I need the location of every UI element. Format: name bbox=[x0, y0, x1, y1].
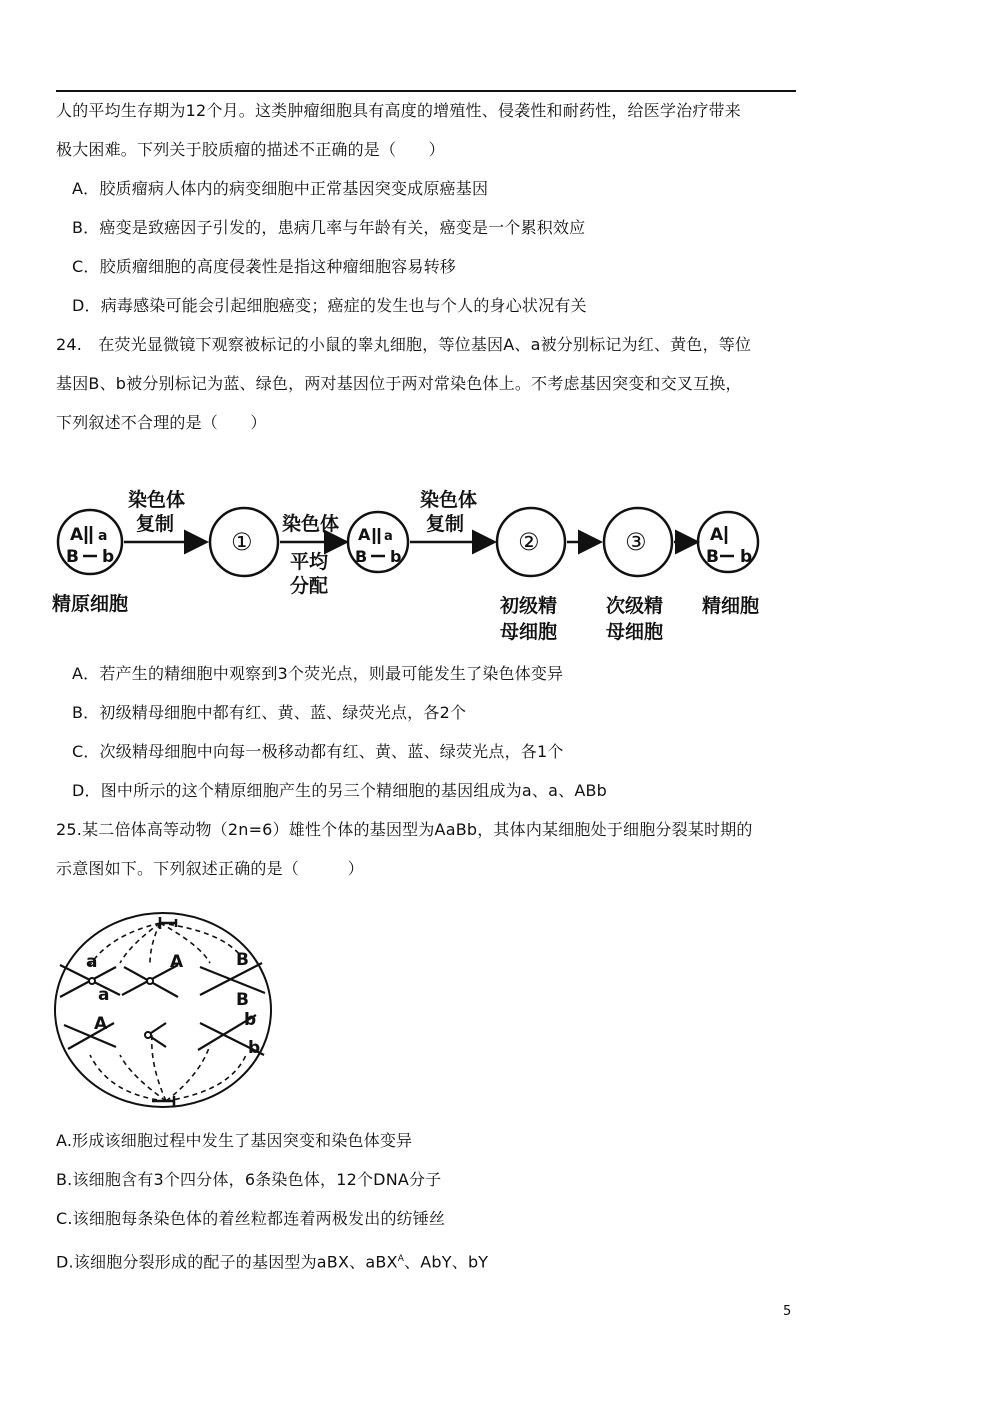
q23-option-a: A．胶质瘤病人体内的病变细胞中正常基因突变成原癌基因 bbox=[72, 179, 489, 198]
gene-label-b-2: b bbox=[390, 547, 402, 566]
q23-stem-line2: 极大困难。下列关于胶质瘤的描述不正确的是（ ） bbox=[56, 140, 445, 159]
q23-option-d: D．病毒感染可能会引起细胞癌变；癌症的发生也与个人的身心状况有关 bbox=[72, 296, 587, 315]
gene-label-A-2: A bbox=[358, 525, 371, 544]
header-rule bbox=[56, 90, 796, 92]
q25-stem-line2: 示意图如下。下列叙述正确的是（ ） bbox=[56, 859, 364, 878]
gene-label-A: A bbox=[70, 525, 84, 545]
allele-A-1: A bbox=[170, 952, 184, 972]
spermatogenesis-diagram bbox=[50, 460, 770, 650]
arrow2-top-label: 染色体 bbox=[282, 513, 340, 535]
q24-option-d: D．图中所示的这个精原细胞产生的另三个精细胞的基因组成为a、a、ABb bbox=[72, 781, 608, 800]
gene-label-b-3: b bbox=[740, 547, 753, 567]
gene-label-A-3: A bbox=[710, 525, 724, 545]
allele-a-1: a bbox=[86, 952, 98, 972]
arrow1-bottom-label: 复制 bbox=[136, 513, 175, 535]
allele-B-2: B bbox=[236, 990, 249, 1010]
gene-label-B-2: B bbox=[355, 547, 368, 566]
label-spermatogonium: 精原细胞 bbox=[52, 593, 129, 615]
spindle-fibers bbox=[90, 923, 246, 1101]
q25-option-d-superscript: A bbox=[397, 1254, 405, 1264]
q24-option-c: C．次级精母细胞中向每一极移动都有红、黄、蓝、绿荧光点，各1个 bbox=[72, 742, 564, 761]
circle2-label: ② bbox=[518, 528, 540, 556]
q24-stem-line3: 下列叙述不合理的是（ ） bbox=[56, 413, 267, 432]
q23-option-b: B．癌变是致癌因子引发的，患病几率与年龄有关，癌变是一个累积效应 bbox=[72, 218, 586, 237]
q25-option-a: A.形成该细胞过程中发生了基因突变和染色体变异 bbox=[56, 1131, 413, 1150]
q24-stem-line1: 24. 在荧光显微镜下观察被标记的小鼠的睾丸细胞，等位基因A、a被分别标记为红、黄色，等位 bbox=[56, 335, 752, 354]
q23-stem-line1: 人的平均生存期为12个月。这类肿瘤细胞具有高度的增殖性、侵袭性和耐药性，给医学治疗带来 bbox=[56, 101, 741, 120]
circle3-label: ③ bbox=[625, 528, 647, 556]
gene-label-B-3: B bbox=[706, 547, 719, 567]
arrow3-top-label: 染色体 bbox=[420, 489, 478, 511]
q25-option-d-text: D.该细胞分裂形成的配子的基因型为aBX、aBX bbox=[56, 1252, 398, 1272]
arrow1-top-label: 染色体 bbox=[128, 489, 186, 511]
q24-option-a: A．若产生的精细胞中观察到3个荧光点，则最可能发生了染色体变异 bbox=[72, 664, 564, 683]
centriole-bottom bbox=[152, 1096, 174, 1107]
gene-label-a: a bbox=[98, 528, 108, 544]
arrow2-bottom-label-2: 分配 bbox=[290, 575, 329, 597]
label-secondary-1: 次级精 bbox=[606, 595, 664, 617]
q25-option-d bbox=[56, 1249, 488, 1272]
q23-option-c: C．胶质瘤细胞的高度侵袭性是指这种瘤细胞容易转移 bbox=[72, 257, 456, 276]
gene-label-a-2: a bbox=[384, 529, 393, 544]
allele-a-2: a bbox=[98, 985, 110, 1005]
gene-label-B: B bbox=[66, 547, 79, 567]
gene-label-b: b bbox=[102, 547, 115, 567]
allele-b-2: b bbox=[248, 1038, 261, 1058]
arrow2-bottom-label-1: 平均 bbox=[290, 551, 329, 573]
q25-option-d-text-end: 、AbY、bY bbox=[404, 1252, 489, 1272]
cell-membrane bbox=[55, 913, 271, 1107]
q24-stem-line2: 基因B、b被分别标记为蓝、绿色，两对基因位于两对常染色体上。不考虑基因突变和交叉互换， bbox=[56, 374, 742, 393]
label-primary-1: 初级精 bbox=[500, 595, 558, 617]
allele-b-1: b bbox=[244, 1010, 257, 1030]
q25-option-b: B.该细胞含有3个四分体，6条染色体，12个DNA分子 bbox=[56, 1170, 442, 1189]
allele-B-1: B bbox=[236, 950, 249, 970]
label-primary-2: 母细胞 bbox=[500, 621, 558, 643]
page-number: 5 bbox=[783, 1304, 792, 1319]
q25-option-c: C.该细胞每条染色体的着丝粒都连着两极发出的纺锤丝 bbox=[56, 1209, 446, 1228]
arrow3-bottom-label: 复制 bbox=[426, 513, 465, 535]
circle1-label: ① bbox=[231, 528, 253, 556]
allele-A-2: A bbox=[94, 1014, 108, 1034]
chromosomes bbox=[60, 963, 265, 1055]
q24-option-b: B．初级精母细胞中都有红、黄、蓝、绿荧光点，各2个 bbox=[72, 703, 467, 722]
label-secondary-2: 母细胞 bbox=[606, 621, 664, 643]
cell-division-diagram bbox=[50, 905, 290, 1115]
label-sperm: 精细胞 bbox=[702, 595, 760, 617]
q25-stem-line1: 25.某二倍体高等动物（2n=6）雄性个体的基因型为AaBb，其体内某细胞处于细胞分裂某时期的 bbox=[56, 820, 753, 839]
